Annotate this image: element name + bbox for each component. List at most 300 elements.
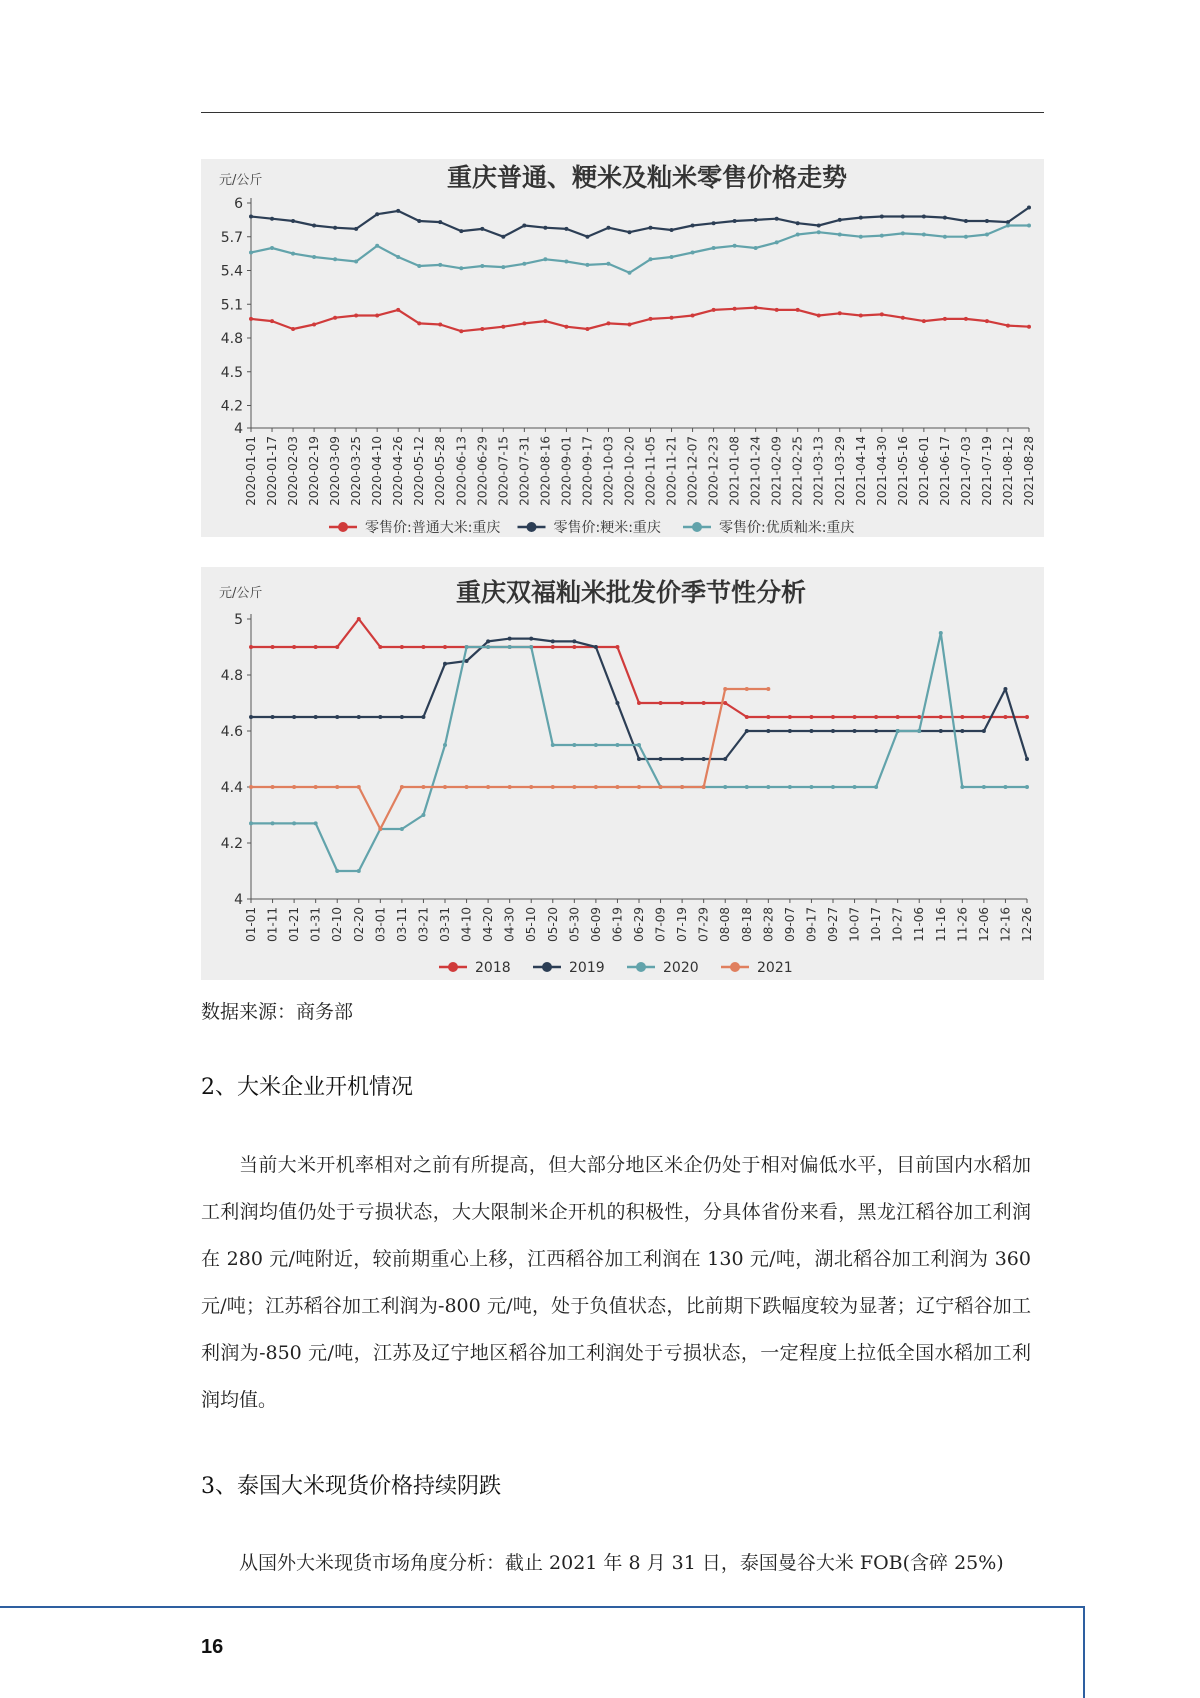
data-point bbox=[312, 323, 316, 327]
data-point bbox=[637, 757, 641, 761]
data-point bbox=[853, 785, 857, 789]
x-tick-label: 2021-08-12 bbox=[1000, 436, 1015, 506]
data-point bbox=[508, 645, 512, 649]
data-point bbox=[754, 246, 758, 250]
x-tick-label: 2021-02-09 bbox=[769, 436, 784, 506]
chart-retail-price bbox=[201, 159, 1044, 537]
data-point bbox=[314, 715, 318, 719]
data-point bbox=[522, 321, 526, 325]
x-tick-label: 2020-06-29 bbox=[475, 436, 490, 506]
data-point bbox=[501, 235, 505, 239]
data-point bbox=[831, 785, 835, 789]
x-tick-label: 05-10 bbox=[524, 907, 539, 942]
data-point bbox=[354, 227, 358, 231]
x-tick-label: 2020-04-26 bbox=[391, 436, 406, 506]
data-point bbox=[312, 255, 316, 259]
x-tick-label: 01-31 bbox=[308, 907, 323, 942]
x-tick-label: 2021-06-17 bbox=[937, 436, 952, 506]
data-point bbox=[249, 821, 253, 825]
data-point bbox=[291, 252, 295, 256]
data-point bbox=[659, 757, 663, 761]
x-tick-label: 2020-03-25 bbox=[349, 436, 364, 506]
data-point bbox=[874, 785, 878, 789]
data-point bbox=[723, 785, 727, 789]
data-point bbox=[312, 224, 316, 228]
data-point bbox=[543, 319, 547, 323]
data-point bbox=[723, 701, 727, 705]
data-point bbox=[702, 785, 706, 789]
data-point bbox=[335, 715, 339, 719]
data-point bbox=[831, 715, 835, 719]
data-point bbox=[421, 813, 425, 817]
section-heading-thai-rice: 3、泰国大米现货价格持续阴跌 bbox=[201, 1474, 501, 1499]
chart-title: 重庆双福籼米批发价季节性分析 bbox=[455, 578, 807, 607]
data-point bbox=[480, 327, 484, 331]
data-point bbox=[691, 251, 695, 255]
data-point bbox=[375, 314, 379, 318]
y-tick-label: 4 bbox=[234, 892, 243, 908]
data-point bbox=[522, 224, 526, 228]
data-point bbox=[896, 715, 900, 719]
data-point bbox=[943, 235, 947, 239]
x-tick-label: 09-17 bbox=[804, 907, 819, 942]
data-point bbox=[680, 701, 684, 705]
y-tick-label: 4.8 bbox=[220, 331, 243, 347]
x-tick-label: 09-27 bbox=[826, 907, 840, 942]
data-point bbox=[680, 785, 684, 789]
data-point bbox=[335, 869, 339, 873]
data-point bbox=[400, 645, 404, 649]
y-tick-label: 4.5 bbox=[220, 364, 243, 381]
footer-frame-side bbox=[1083, 1606, 1085, 1698]
data-point bbox=[745, 729, 749, 733]
data-point bbox=[564, 260, 568, 264]
data-point bbox=[766, 687, 770, 691]
data-point bbox=[354, 314, 358, 318]
data-point bbox=[766, 785, 770, 789]
y-axis-unit-label: 元/公斤 bbox=[219, 173, 263, 188]
legend-label: 零售价:优质籼米:重庆 bbox=[719, 520, 855, 536]
data-point bbox=[733, 219, 737, 223]
data-point bbox=[508, 785, 512, 789]
data-point bbox=[838, 233, 842, 237]
data-point bbox=[335, 785, 339, 789]
data-point bbox=[396, 209, 400, 213]
x-tick-label: 2020-09-17 bbox=[580, 436, 595, 506]
data-point bbox=[271, 821, 275, 825]
data-point bbox=[271, 785, 275, 789]
x-tick-label: 11-06 bbox=[912, 907, 927, 942]
data-point bbox=[400, 827, 404, 831]
data-point bbox=[417, 219, 421, 223]
x-tick-label: 2020-05-28 bbox=[433, 436, 448, 506]
data-point bbox=[572, 743, 576, 747]
data-point bbox=[551, 639, 555, 643]
data-point bbox=[637, 785, 641, 789]
x-tick-label: 07-19 bbox=[675, 907, 690, 942]
data-point bbox=[1025, 715, 1029, 719]
data-point bbox=[853, 729, 857, 733]
y-tick-label: 4.2 bbox=[220, 836, 243, 852]
data-point bbox=[1006, 224, 1010, 228]
data-point bbox=[745, 785, 749, 789]
header-rule bbox=[201, 112, 1044, 113]
x-tick-label: 05-30 bbox=[567, 907, 582, 942]
data-point bbox=[745, 715, 749, 719]
x-tick-label: 2020-08-16 bbox=[538, 436, 553, 506]
data-point bbox=[896, 729, 900, 733]
legend-label: 2018 bbox=[475, 960, 511, 976]
data-point bbox=[292, 821, 296, 825]
data-point bbox=[659, 701, 663, 705]
x-tick-label: 2020-06-13 bbox=[454, 436, 469, 506]
x-tick-label: 12-06 bbox=[976, 907, 991, 942]
data-point bbox=[880, 312, 884, 316]
x-tick-label: 2020-02-19 bbox=[307, 436, 322, 506]
data-point bbox=[880, 215, 884, 219]
data-point bbox=[551, 785, 555, 789]
data-point bbox=[421, 645, 425, 649]
data-point bbox=[702, 701, 706, 705]
data-point bbox=[486, 639, 490, 643]
data-point bbox=[508, 637, 512, 641]
data-point bbox=[615, 743, 619, 747]
x-tick-label: 2020-07-15 bbox=[496, 436, 511, 506]
data-point bbox=[480, 264, 484, 268]
x-tick-label: 01-11 bbox=[265, 907, 280, 942]
data-point bbox=[594, 785, 598, 789]
data-point bbox=[659, 785, 663, 789]
data-point bbox=[733, 307, 737, 311]
data-point bbox=[874, 729, 878, 733]
data-point bbox=[637, 743, 641, 747]
data-point bbox=[333, 257, 337, 261]
data-point bbox=[249, 251, 253, 255]
data-point bbox=[522, 262, 526, 266]
data-point bbox=[400, 715, 404, 719]
data-point bbox=[606, 262, 610, 266]
chart-retail-price-svg bbox=[201, 159, 1044, 537]
data-point bbox=[249, 715, 253, 719]
data-point bbox=[1003, 687, 1007, 691]
data-point bbox=[649, 317, 653, 321]
data-point bbox=[417, 264, 421, 268]
x-tick-label: 2020-10-03 bbox=[601, 436, 616, 506]
x-tick-label: 04-30 bbox=[502, 907, 517, 942]
data-point bbox=[438, 263, 442, 267]
data-point bbox=[853, 715, 857, 719]
data-point bbox=[627, 230, 631, 234]
legend-label: 零售价:普通大米:重庆 bbox=[365, 520, 501, 536]
data-point bbox=[712, 221, 716, 225]
data-point bbox=[1003, 785, 1007, 789]
data-point bbox=[572, 639, 576, 643]
y-tick-label: 4.2 bbox=[220, 398, 243, 415]
data-point bbox=[964, 235, 968, 239]
x-tick-label: 03-21 bbox=[416, 907, 431, 942]
x-tick-label: 03-11 bbox=[394, 907, 409, 942]
data-point bbox=[564, 325, 568, 329]
x-tick-label: 2020-12-23 bbox=[706, 436, 721, 506]
data-point bbox=[1006, 324, 1010, 328]
data-point bbox=[964, 317, 968, 321]
data-point bbox=[809, 715, 813, 719]
data-point bbox=[292, 715, 296, 719]
data-point bbox=[754, 218, 758, 222]
data-point bbox=[378, 827, 382, 831]
x-tick-label: 09-07 bbox=[782, 907, 797, 942]
y-tick-label: 5 bbox=[234, 612, 243, 628]
data-point bbox=[982, 729, 986, 733]
data-point bbox=[551, 645, 555, 649]
chart-wholesale-seasonal-svg bbox=[201, 567, 1044, 980]
data-point bbox=[585, 263, 589, 267]
data-point bbox=[421, 715, 425, 719]
data-point bbox=[594, 743, 598, 747]
data-point bbox=[1003, 715, 1007, 719]
x-tick-label: 01-01 bbox=[244, 907, 258, 942]
x-tick-label: 2021-01-08 bbox=[727, 436, 742, 506]
data-point bbox=[637, 701, 641, 705]
y-tick-label: 5.7 bbox=[220, 229, 243, 246]
page-number: 16 bbox=[201, 1636, 224, 1658]
data-point bbox=[712, 308, 716, 312]
data-point bbox=[859, 216, 863, 220]
data-point bbox=[943, 317, 947, 321]
data-point bbox=[486, 645, 490, 649]
data-point bbox=[691, 314, 695, 318]
data-point bbox=[465, 659, 469, 663]
x-tick-label: 2021-07-03 bbox=[958, 436, 973, 506]
legend-swatch-dot bbox=[338, 522, 348, 532]
data-point bbox=[775, 240, 779, 244]
x-tick-label: 04-10 bbox=[459, 907, 474, 942]
data-point bbox=[249, 317, 253, 321]
data-point bbox=[788, 785, 792, 789]
section-heading-mill-operation: 2、大米企业开机情况 bbox=[201, 1075, 413, 1100]
data-point bbox=[480, 227, 484, 231]
x-tick-label: 2020-01-01 bbox=[244, 436, 258, 506]
series-line-2019 bbox=[251, 639, 1027, 759]
data-point bbox=[917, 715, 921, 719]
data-point bbox=[901, 316, 905, 320]
data-point bbox=[775, 217, 779, 221]
section-paragraph-mill-operation: 当前大米开机率相对之前有所提高，但大部分地区米企仍处于相对偏低水平，目前国内水稻加工利润均值仍处于亏损状态，大大限制米企开机的积极性，分具体省份来看，黑龙江稻谷加工利润在 280 元/吨附近，较前期重心上移，江西稻谷加工利润在 130 元/吨，湖北稻谷加工利润为 360 元/吨；江苏稻谷加工利润为-800 元/吨，处于负值状态，比前期下跌幅度较为显著；辽宁稻谷加工利润为-850 元/吨，江苏及辽宁地区稻谷加工利润处于亏损状态，一定程度上拉低全国水稻加工利润均值。 bbox=[201, 1154, 1031, 1411]
y-tick-label: 5.4 bbox=[220, 263, 243, 280]
data-point bbox=[922, 233, 926, 237]
data-point bbox=[291, 219, 295, 223]
data-point bbox=[859, 314, 863, 318]
legend-label: 零售价:粳米:重庆 bbox=[553, 520, 661, 536]
data-point bbox=[712, 246, 716, 250]
x-tick-label: 2021-02-25 bbox=[790, 436, 805, 506]
x-tick-label: 2020-07-31 bbox=[517, 436, 532, 506]
data-point bbox=[922, 319, 926, 323]
data-point bbox=[292, 645, 296, 649]
data-point bbox=[817, 314, 821, 318]
data-point bbox=[939, 715, 943, 719]
data-point bbox=[443, 785, 447, 789]
data-point bbox=[615, 645, 619, 649]
x-tick-label: 07-29 bbox=[696, 907, 711, 942]
data-point bbox=[396, 255, 400, 259]
data-point bbox=[691, 224, 695, 228]
data-point bbox=[627, 323, 631, 327]
data-point bbox=[809, 785, 813, 789]
data-point bbox=[838, 218, 842, 222]
x-tick-label: 2021-03-29 bbox=[832, 436, 847, 506]
data-point bbox=[333, 226, 337, 230]
data-point bbox=[378, 645, 382, 649]
y-tick-label: 6 bbox=[234, 196, 243, 212]
data-point bbox=[551, 743, 555, 747]
data-point bbox=[270, 217, 274, 221]
x-tick-label: 11-16 bbox=[933, 907, 948, 942]
data-point bbox=[985, 233, 989, 237]
data-point bbox=[723, 757, 727, 761]
data-point bbox=[335, 645, 339, 649]
x-tick-label: 04-20 bbox=[481, 907, 496, 942]
data-point bbox=[417, 321, 421, 325]
data-point bbox=[271, 645, 275, 649]
data-point bbox=[670, 316, 674, 320]
y-axis-unit-label: 元/公斤 bbox=[219, 586, 263, 601]
x-tick-label: 2020-11-05 bbox=[643, 436, 658, 506]
data-point bbox=[270, 246, 274, 250]
x-tick-label: 2020-10-20 bbox=[622, 436, 637, 506]
legend-label: 2019 bbox=[569, 960, 605, 976]
x-tick-label: 03-31 bbox=[438, 907, 452, 942]
data-point bbox=[796, 308, 800, 312]
data-point bbox=[960, 715, 964, 719]
x-tick-label: 10-07 bbox=[847, 907, 862, 942]
x-tick-label: 06-29 bbox=[632, 907, 646, 942]
data-point bbox=[314, 821, 318, 825]
data-point bbox=[901, 231, 905, 235]
data-point bbox=[354, 260, 358, 264]
data-point bbox=[543, 226, 547, 230]
data-point bbox=[564, 227, 568, 231]
x-tick-label: 2021-06-01 bbox=[916, 436, 931, 506]
legend-label: 2020 bbox=[663, 960, 699, 976]
x-tick-label: 2021-08-28 bbox=[1022, 436, 1036, 506]
data-point bbox=[723, 687, 727, 691]
data-point bbox=[357, 617, 361, 621]
data-point bbox=[606, 226, 610, 230]
data-point bbox=[1025, 785, 1029, 789]
data-point bbox=[627, 271, 631, 275]
data-point bbox=[249, 215, 253, 219]
data-source-note: 数据来源：商务部 bbox=[201, 1001, 354, 1023]
x-tick-label: 05-20 bbox=[545, 907, 560, 942]
x-tick-label: 2021-04-30 bbox=[874, 436, 889, 506]
data-point bbox=[1027, 206, 1031, 210]
data-point bbox=[270, 319, 274, 323]
x-tick-label: 2021-05-16 bbox=[895, 436, 910, 506]
data-point bbox=[459, 329, 463, 333]
data-point bbox=[796, 233, 800, 237]
data-point bbox=[529, 637, 533, 641]
data-point bbox=[314, 645, 318, 649]
y-tick-label: 4.8 bbox=[220, 668, 243, 684]
data-point bbox=[378, 715, 382, 719]
series-line-零售价:粳米:重庆 bbox=[251, 208, 1029, 237]
footer-frame-line bbox=[0, 1606, 1085, 1608]
legend-swatch-dot bbox=[692, 522, 702, 532]
x-tick-label: 2021-07-19 bbox=[979, 436, 994, 506]
data-point bbox=[572, 645, 576, 649]
data-point bbox=[922, 215, 926, 219]
data-point bbox=[291, 327, 295, 331]
data-point bbox=[788, 715, 792, 719]
data-point bbox=[501, 325, 505, 329]
x-tick-label: 06-19 bbox=[610, 907, 625, 942]
section-paragraph-thai-rice: 从国外大米现货市场角度分析：截止 2021 年 8 月 31 日，泰国曼谷大米 FOB(含碎 25%) bbox=[239, 1552, 1004, 1574]
data-point bbox=[680, 757, 684, 761]
data-point bbox=[314, 785, 318, 789]
x-tick-label: 06-09 bbox=[588, 907, 603, 942]
legend-swatch-dot bbox=[527, 522, 537, 532]
x-tick-label: 02-20 bbox=[351, 907, 366, 942]
data-point bbox=[443, 645, 447, 649]
data-point bbox=[917, 729, 921, 733]
legend-swatch-dot bbox=[730, 962, 740, 972]
x-tick-label: 2020-01-17 bbox=[265, 436, 280, 506]
data-point bbox=[1025, 757, 1029, 761]
data-point bbox=[960, 729, 964, 733]
data-point bbox=[766, 715, 770, 719]
data-point bbox=[585, 235, 589, 239]
data-point bbox=[529, 785, 533, 789]
data-point bbox=[670, 255, 674, 259]
legend-label: 2021 bbox=[757, 960, 793, 976]
x-tick-label: 08-18 bbox=[739, 907, 754, 942]
data-point bbox=[438, 220, 442, 224]
x-tick-label: 2020-05-12 bbox=[412, 436, 427, 506]
y-tick-label: 4.6 bbox=[220, 724, 243, 740]
y-tick-label: 4 bbox=[234, 421, 243, 437]
x-tick-label: 03-01 bbox=[373, 907, 388, 942]
data-point bbox=[702, 757, 706, 761]
data-point bbox=[960, 785, 964, 789]
x-tick-label: 01-21 bbox=[287, 907, 302, 942]
data-point bbox=[859, 235, 863, 239]
data-point bbox=[292, 785, 296, 789]
data-point bbox=[985, 319, 989, 323]
data-point bbox=[465, 785, 469, 789]
data-point bbox=[874, 715, 878, 719]
data-point bbox=[649, 226, 653, 230]
data-point bbox=[459, 229, 463, 233]
x-tick-label: 08-08 bbox=[718, 907, 733, 942]
data-point bbox=[982, 715, 986, 719]
x-tick-label: 07-09 bbox=[653, 907, 668, 942]
data-point bbox=[817, 230, 821, 234]
data-point bbox=[615, 701, 619, 705]
data-point bbox=[754, 306, 758, 310]
data-point bbox=[400, 785, 404, 789]
data-point bbox=[817, 224, 821, 228]
x-tick-label: 08-28 bbox=[761, 907, 776, 942]
x-tick-label: 2020-11-21 bbox=[664, 436, 679, 506]
x-tick-label: 2021-03-13 bbox=[811, 436, 826, 506]
data-point bbox=[421, 785, 425, 789]
data-point bbox=[615, 785, 619, 789]
data-point bbox=[901, 215, 905, 219]
data-point bbox=[465, 645, 469, 649]
data-point bbox=[985, 219, 989, 223]
data-point bbox=[943, 216, 947, 220]
